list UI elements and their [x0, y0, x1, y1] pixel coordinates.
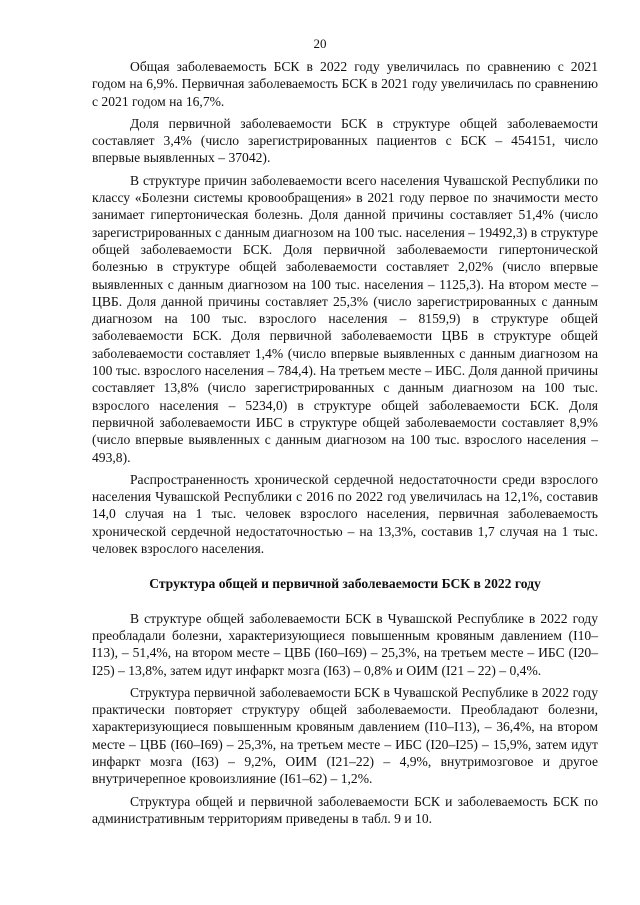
paragraph-primary-structure: Структура первичной заболеваемости БСК в Чувашской Республике в 2022 году практически повторяет структуру общей заболеваемости. Преобладают болезни, характеризующиеся повышенным кровяным давлением (I10–I13), – 36,4%, на втором месте – ЦВБ (I60–I69) – 25,3%, на третьем месте – ИБС (I20–I25) – 15,9%, затем идут инфаркт мозга (I63) – 9,2%, ОИМ (I21–22) – 4,9%, внутримозговое и другое внутричерепное кровоизлияние (I61–62) – 1,2%.: [92, 684, 598, 787]
paragraph-causes-structure: В структуре причин заболеваемости всего населения Чувашской Республики по классу «Болезни системы кровообращения» в 2021 году первое по значимости место занимает гипертоническая болезнь. Доля данной причины составляет 51,4% (число зарегистрированных с данным диагнозом на 100 тыс. населения – 19492,3) в структуре общей заболеваемости БСК. Доля первичной заболеваемости гипертонической болезнью в структуре общей заболеваемости составляет 2,02% (число впервые выявленных с данным диагнозом на 100 тыс. населения – 1125,3). На втором месте – ЦВБ. Доля данной причины составляет 25,3% (число зарегистрированных с данным диагнозом на 100 тыс. взрослого населения – 8159,9) в структуре общей заболеваемости БСК. Доля первичной заболеваемости ЦВБ в структуре общей заболеваемости составляет 1,4% (число впервые выявленных с данным диагнозом на 100 тыс. взрослого населения – 784,4). На третьем месте – ИБС. Доля данной причины составляет 13,8% (число зарегистрированных с данным диагнозом на 100 тыс. взрослого населения – 5234,0) в структуре общей заболеваемости БСК. Доля первичной заболеваемости ИБС в структуре общей заболеваемости составляет 8,9% (число впервые выявленных с данным диагнозом на 100 тыс. взрослого населения – 493,8).: [92, 172, 598, 465]
paragraph-total-incidence: Общая заболеваемость БСК в 2022 году увеличилась по сравнению с 2021 годом на 6,9%. Первичная заболеваемость БСК в 2021 году увеличилась по сравнению с 2021 годом на 16,7%.: [92, 59, 598, 109]
paragraph-general-structure: В структуре общей заболеваемости БСК в Чувашской Республике в 2022 году преобладали болезни, характеризующиеся повышенным кровяным давлением (I10–I13), – 51,4%, на втором месте – ЦВБ (I60–I69) – 25,3%, на третьем месте – ИБС (I20–I25) – 13,8%, затем идут инфаркт мозга (I63) – 0,8% и ОИМ (I21 – 22) – 0,4%.: [92, 610, 598, 678]
section-title: Структура общей и первичной заболеваемости БСК в 2022 году: [149, 576, 541, 592]
paragraph-tables-reference: Структура общей и первичной заболеваемости БСК и заболеваемость БСК по административным территориям приведены в табл. 9 и 10.: [92, 793, 598, 826]
paragraph-primary-share: Доля первичной заболеваемости БСК в структуре общей заболеваемости составляет 3,4% (число зарегистрированных пациентов с БСК – 454151, число впервые выявленных – 37042).: [92, 115, 598, 166]
document-body: [92, 58, 598, 832]
page-number: 20: [313, 36, 327, 51]
paragraph-heart-failure: Распространенность хронической сердечной недостаточности среди взрослого населения Чувашской Республики с 2016 по 2022 год увеличилась на 12,1%, составив 14,0 случая на 1 тыс. человек взрослого населения, первичная заболеваемость хронической сердечной недостаточностью – на 13,3%, составив 1,7 случая на 1 тыс. человек взрослого населения.: [92, 471, 598, 557]
